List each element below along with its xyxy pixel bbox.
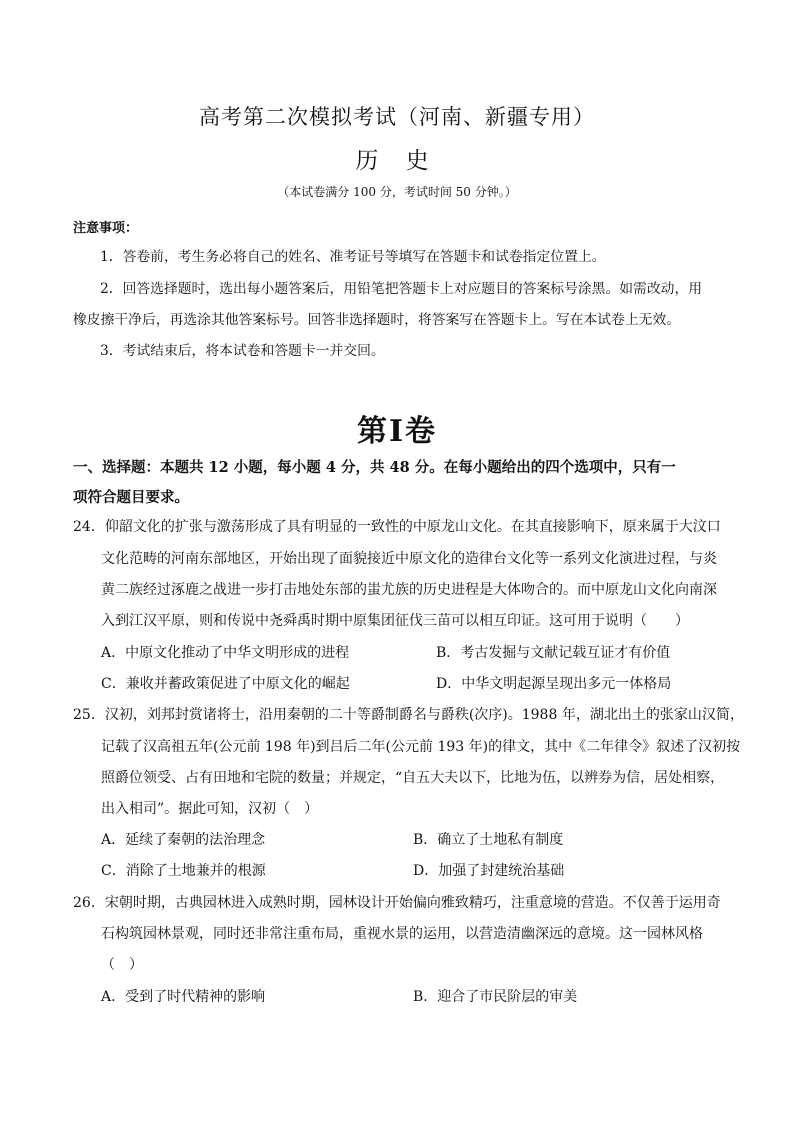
option-a: A．受到了时代精神的影响	[101, 989, 266, 1005]
question-line: 照爵位领受、占有田地和宅院的数量；并规定，“自五大夫以下，比地为伍，以辨券为信，居处相察，	[101, 770, 725, 786]
question-line: （ ）	[101, 957, 143, 973]
option-c: C．消除了土地兼并的根源	[101, 863, 266, 879]
option-d: D．中华文明起源呈现出多元一体格局	[436, 676, 672, 692]
exam-info: （本试卷满分 100 分，考试时间 50 分钟。）	[277, 185, 517, 199]
notice-heading: 注意事项：	[73, 221, 139, 236]
option-a: A．延续了秦朝的法治理念	[101, 832, 266, 848]
question-line: 入到江汉平原，则和传说中尧舜禹时期中原集团征伐三苗可以相互印证。这可用于说明（ ）	[101, 613, 689, 629]
question-line: 记载了汉高祖五年(公元前 198 年)到吕后二年(公元前 193 年)的律文，其中《二年律令》叙述了汉初按	[101, 739, 741, 755]
option-c: C．兼收并蓄政策促进了中原文化的崛起	[101, 676, 350, 692]
notice-line: 橡皮擦干净后，再选涂其他答案标号。回答非选择题时，将答案写在答题卡上。写在本试卷上无效。	[73, 312, 681, 328]
question-line: 24．仰韶文化的扩张与激荡形成了具有明显的一致性的中原龙山文化。在其直接影响下，原来属于大汶口	[73, 519, 721, 535]
question-line: 黄二族经过涿鹿之战进一步打击地处东部的蚩尤族的历史进程是大体吻合的。而中原龙山文化向南深	[101, 582, 717, 598]
question-line: 出入相司”。据此可知，汉初（ ）	[101, 801, 319, 817]
option-a: A．中原文化推动了中华文明形成的进程	[101, 645, 350, 661]
option-b: B．确立了土地私有制度	[413, 832, 564, 848]
option-b: B．考古发掘与文献记载互证才有价值	[436, 645, 671, 661]
notice-line: 3．考试结束后，将本试卷和答题卡一并交回。	[100, 343, 385, 359]
section-heading: 项符合题目要求。	[73, 489, 189, 506]
question-line: 25．汉初，刘邦封赏诸将士，沿用秦朝的二十等爵制爵名与爵秩(次序)。1988 年，湖北出土的张家山汉简，	[73, 707, 744, 723]
option-d: D．加强了封建统治基础	[413, 863, 565, 879]
question-line: 石构筑园林景观，同时还非常注重布局，重视水景的运用，以营造清幽深远的意境。这一园林风格	[101, 926, 703, 942]
section-heading: 一、选择题：本题共 12 小题，每小题 4 分，共 48 分。在每小题给出的四个选项中，只有一	[73, 459, 676, 476]
notice-line: 1．答卷前，考生务必将自己的姓名、准考证号等填写在答题卡和试卷指定位置上。	[100, 249, 606, 265]
question-line: 文化范畴的河南东部地区，开始出现了面貌接近中原文化的造律台文化等一系列文化演进过程，与炎	[101, 551, 717, 567]
volume-title: 第Ⅰ卷	[356, 414, 438, 449]
option-b: B．迎合了市民阶层的审美	[413, 989, 578, 1005]
notice-line: 2．回答选择题时，选出每小题答案后，用铅笔把答题卡上对应题目的答案标号涂黑。如需改动，用	[100, 281, 703, 297]
subject-title: 历 史	[355, 148, 439, 174]
exam-title: 高考第二次模拟考试（河南、新疆专用）	[199, 105, 595, 129]
question-line: 26．宋朝时期，古典园林进入成熟时期，园林设计开始偏向雅致精巧，注重意境的营造。不仅善于运用奇	[73, 895, 721, 911]
